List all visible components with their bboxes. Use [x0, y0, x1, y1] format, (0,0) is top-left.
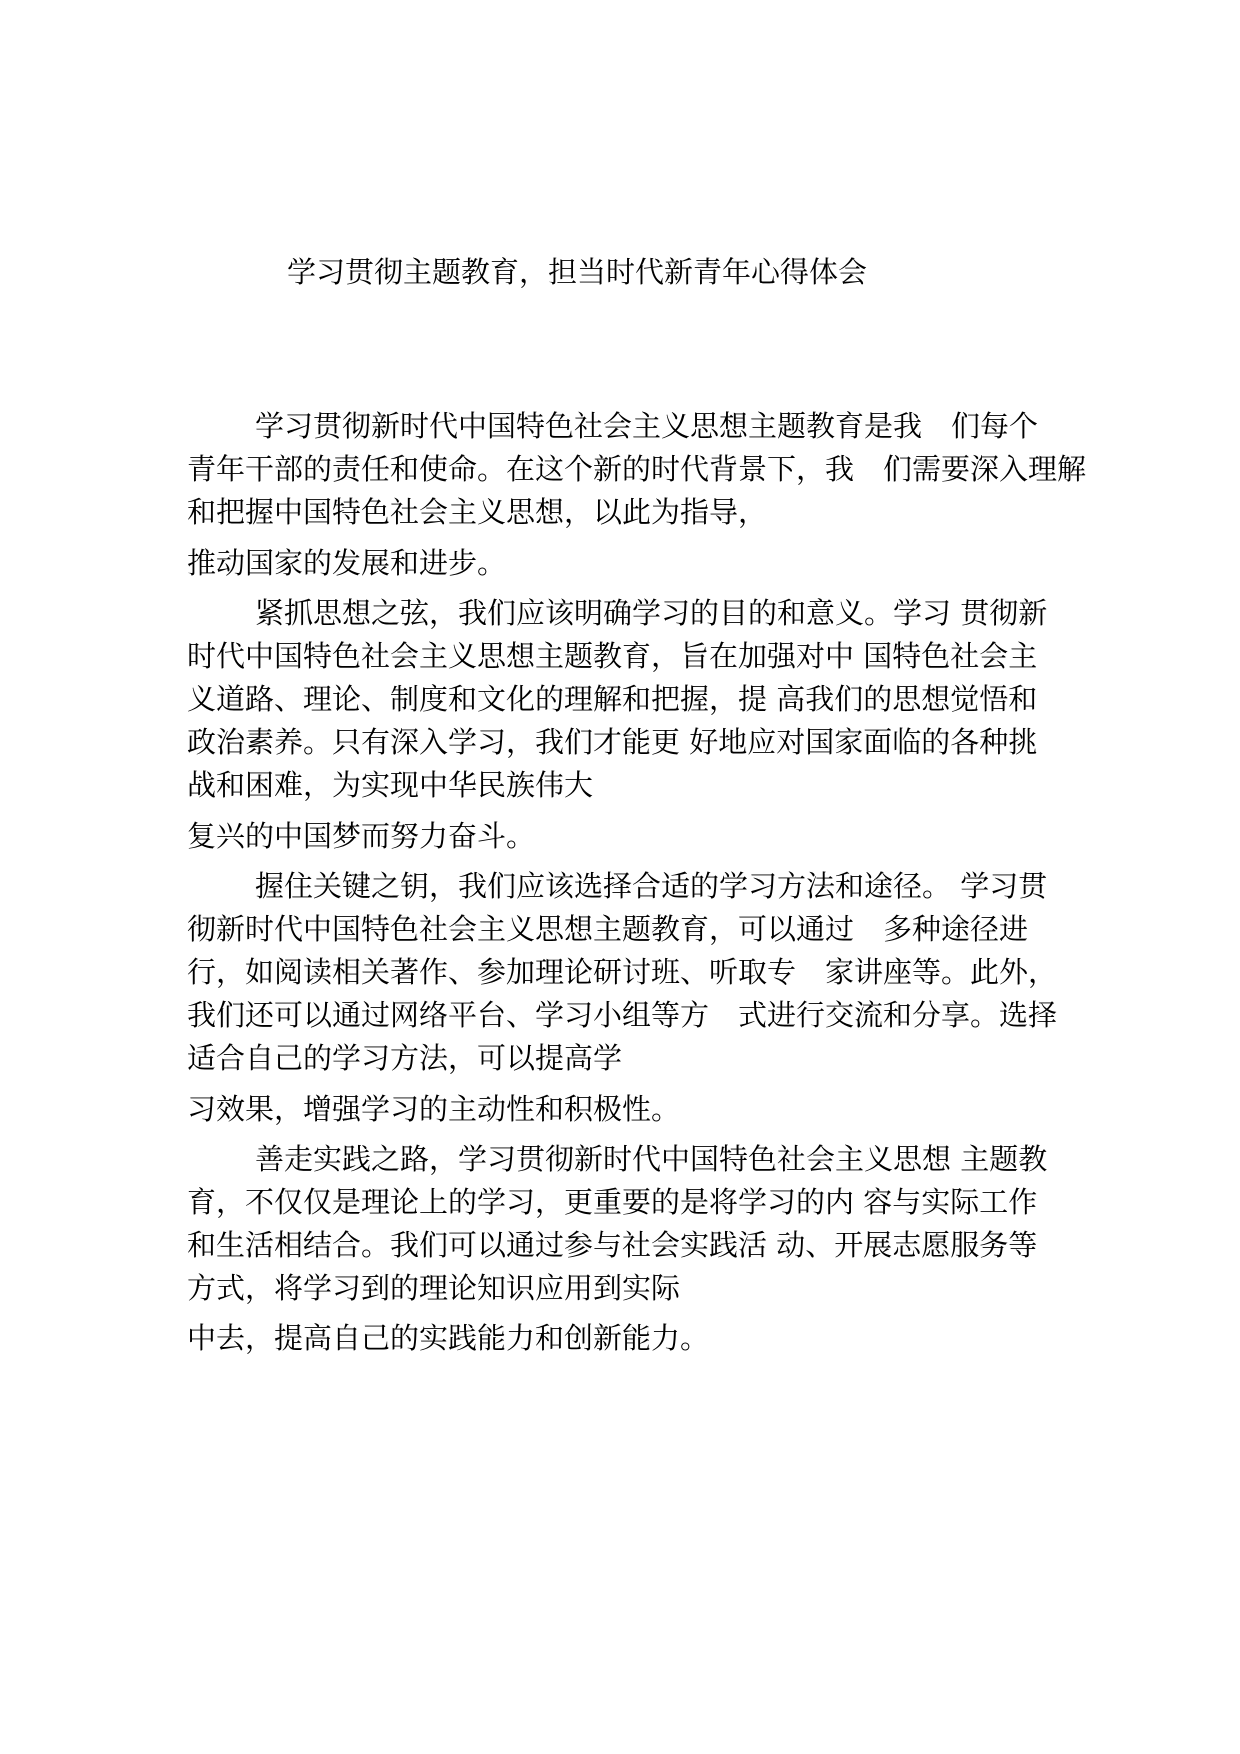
- paragraph-7-line-2: 育，不仅仅是理论上的学习，更重要的是将学习的内 容与实际工作: [187, 1185, 1038, 1219]
- paragraph-2-line-1: 推动国家的发展和进步。: [187, 546, 507, 580]
- paragraph-3-line-2: 时代中国特色社会主义思想主题教育，旨在加强对中 国特色社会主: [187, 639, 1038, 673]
- paragraph-1-line-3: 和把握中国特色社会主义思想，以此为指导，: [187, 495, 768, 529]
- paragraph-3-line-5: 战和困难，为实现中华民族伟大: [187, 768, 594, 802]
- paragraph-7-line-4: 方式，将学习到的理论知识应用到实际: [187, 1271, 681, 1305]
- paragraph-4-line-1: 复兴的中国梦而努力奋斗。: [187, 819, 536, 853]
- paragraph-5-line-4: 我们还可以通过网络平台、学习小组等方 式进行交流和分享。选择: [187, 998, 1058, 1032]
- paragraph-5-line-3: 行，如阅读相关著作、参加理论研讨班、听取专 家讲座等。此外，: [187, 955, 1058, 989]
- paragraph-7-line-3: 和生活相结合。我们可以通过参与社会实践活 动、开展志愿服务等: [187, 1228, 1038, 1262]
- paragraph-5-line-5: 适合自己的学习方法，可以提高学: [187, 1041, 623, 1075]
- paragraph-6-line-1: 习效果，增强学习的主动性和积极性。: [187, 1092, 681, 1126]
- paragraph-3-line-3: 义道路、理论、制度和文化的理解和把握，提 高我们的思想觉悟和: [187, 682, 1038, 716]
- document-title: 学习贯彻主题教育，担当时代新青年心得体会: [287, 255, 868, 289]
- paragraph-3-line-4: 政治素养。只有深入学习，我们才能更 好地应对国家面临的各种挑: [187, 725, 1038, 759]
- paragraph-7-line-1: 善走实践之路，学习贯彻新时代中国特色社会主义思想 主题教: [255, 1142, 1048, 1176]
- paragraph-1-line-1: 学习贯彻新时代中国特色社会主义思想主题教育是我 们每个: [255, 409, 1039, 443]
- paragraph-8-line-1: 中去，提高自己的实践能力和创新能力。: [187, 1321, 710, 1355]
- paragraph-1-line-2: 青年干部的责任和使命。在这个新的时代背景下，我 们需要深入理解: [187, 452, 1087, 486]
- paragraph-5-line-2: 彻新时代中国特色社会主义思想主题教育，可以通过 多种途径进: [187, 912, 1029, 946]
- paragraph-3-line-1: 紧抓思想之弦，我们应该明确学习的目的和意义。学习 贯彻新: [255, 596, 1048, 630]
- paragraph-5-line-1: 握住关键之钥，我们应该选择合适的学习方法和途径。 学习贯: [255, 869, 1048, 903]
